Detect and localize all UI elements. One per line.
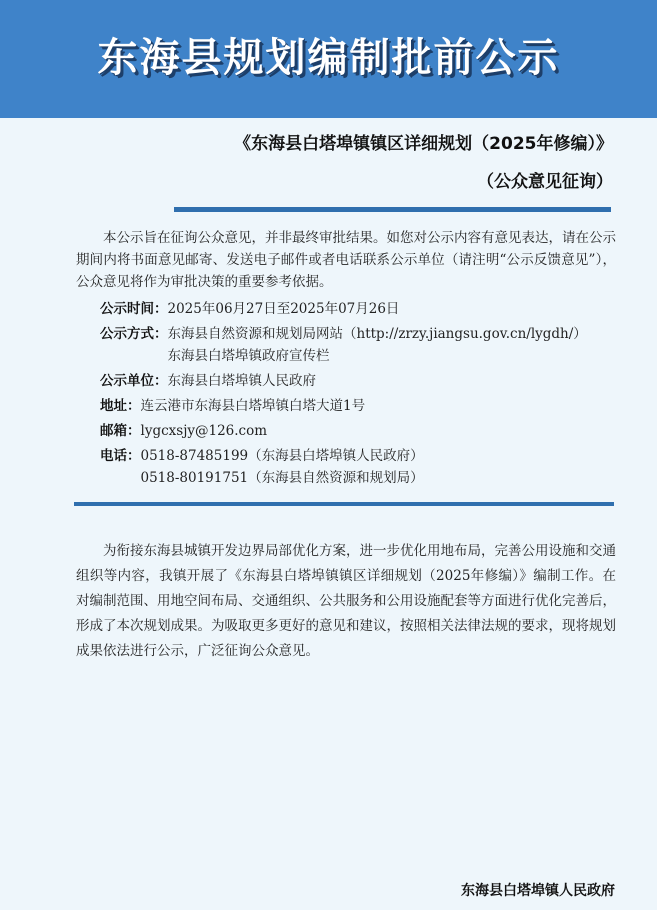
info-label-method: 公示方式：: [100, 326, 168, 342]
notice-paragraph: 本公示旨在征询公众意见，并非最终审批结果。如您对公示内容有意见表达，请在公示期间内将书面意见邮寄、发送电子邮件或者电话联系公示单位（请注明“公示反馈意见”），公众意见将作为审批决策的重要参考依据。: [76, 230, 616, 290]
info-value-method-board: 东海县白塔埠镇政府宣传栏: [167, 348, 330, 364]
info-row-method: [100, 323, 630, 367]
info-row-unit: [100, 370, 630, 392]
info-block: [100, 298, 630, 492]
info-row-phone: [100, 445, 630, 489]
info-label-unit: 公示单位：: [100, 373, 168, 389]
info-row-address: [100, 395, 630, 417]
signature: 东海县白塔埠镇人民政府: [461, 883, 615, 899]
info-row-email: [100, 420, 630, 442]
top-divider: [174, 207, 611, 212]
info-value-method-website: 东海县自然资源和规划局网站（http://zrzy.jiangsu.gov.cn/lygdh/）: [167, 326, 587, 342]
info-label-address: 地址：: [100, 398, 141, 414]
info-value-unit: 东海县白塔埠镇人民政府: [167, 373, 316, 389]
info-value-address: 连云港市东海县白塔埠镇白塔大道1号: [140, 398, 366, 414]
header-banner: [0, 0, 657, 118]
info-label-period: 公示时间：: [100, 301, 168, 317]
info-value-phone-town: 0518-87485199（东海县白塔埠镇人民政府）: [140, 448, 424, 464]
info-values-method: [168, 323, 587, 367]
body-paragraph: 为衔接东海县城镇开发边界局部优化方案，进一步优化用地布局，完善公用设施和交通组织等内容，我镇开展了《东海县白塔埠镇镇区详细规划（2025年修编）》编制工作。在对编制范围、用地空间布局、交通组织、公共服务和公用设施配套等方面进行优化完善后，形成了本次规划成果。为吸取更多更好的意见和建议，按照相关法律法规的要求，现将规划成果依法进行公示，广泛征询公众意见。: [76, 543, 616, 659]
info-value-phone-bureau: 0518-80191751（东海县自然资源和规划局）: [140, 470, 424, 486]
page-title: 东海县规划编制批前公示: [97, 35, 560, 81]
info-row-period: [100, 298, 630, 320]
info-value-email: lygcxsjy@126.com: [140, 423, 268, 439]
plan-subtitle: （公众意见征询）: [477, 172, 613, 192]
info-label-phone: 电话：: [100, 448, 141, 464]
info-value-period: 2025年06月27日至2025年07月26日: [167, 301, 400, 317]
info-values-phone: [141, 445, 424, 489]
middle-divider: [74, 502, 614, 506]
info-label-email: 邮箱：: [100, 423, 141, 439]
plan-title: 《东海县白塔埠镇镇区详细规划（2025年修编）》: [234, 134, 613, 154]
